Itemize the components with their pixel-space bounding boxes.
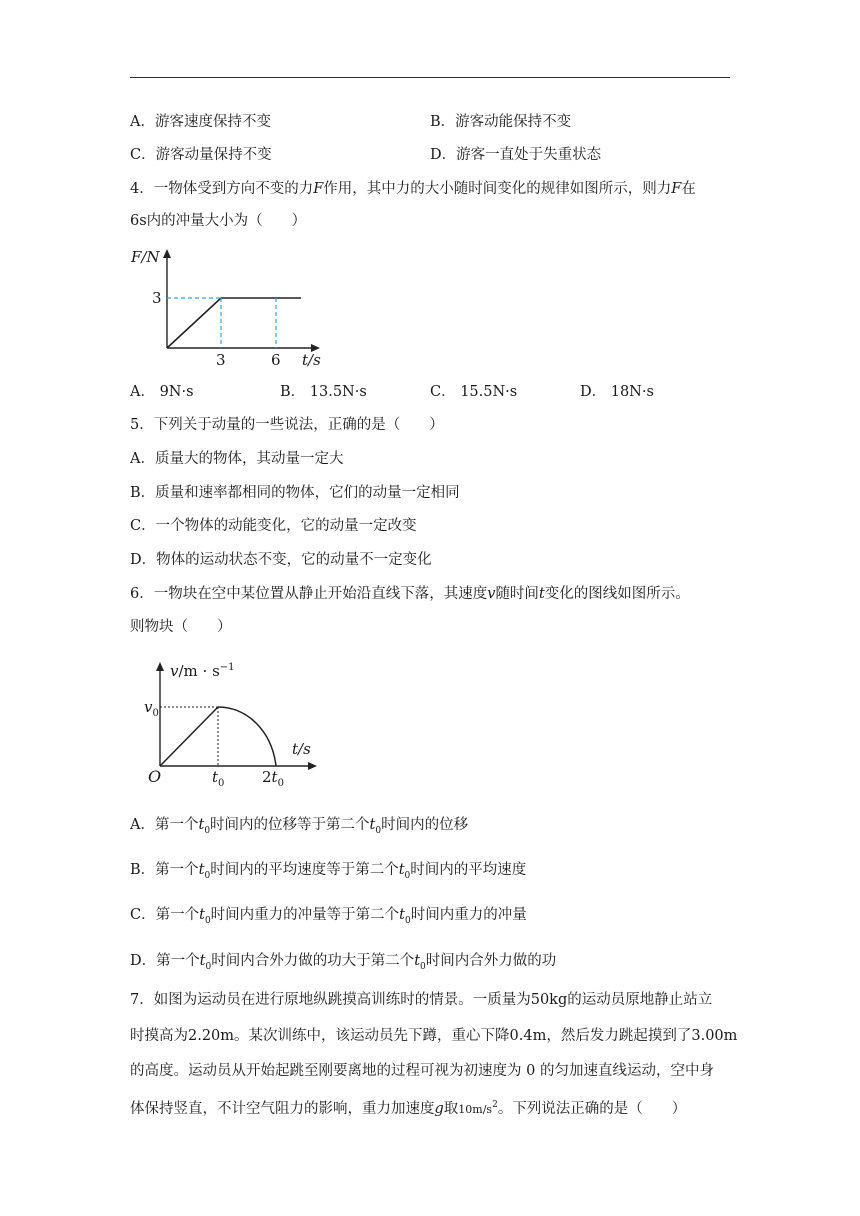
q7-stem-line2: 时摸高为2.20m。某次训练中，该运动员先下蹲，重心下降0.4m，然后发力跳起摸到了3.00m bbox=[130, 1028, 738, 1044]
q4-force-time-graph bbox=[125, 240, 345, 370]
q6-velocity-time-graph bbox=[140, 650, 340, 790]
q6-y-tick: $v_0$ bbox=[144, 698, 159, 719]
q3-option-b[interactable]: B．游客动能保持不变 bbox=[430, 114, 572, 130]
q4-option-b[interactable]: B． 13.5N·s bbox=[280, 384, 367, 400]
q6-option-b[interactable]: B．第一个$t_0$时间内的平均速度等于第二个$t_0$时间内的平均速度 bbox=[130, 862, 527, 881]
q6-y-axis-label: $v/m \cdot s^{-1}$ bbox=[170, 662, 235, 680]
header-rule bbox=[130, 77, 730, 78]
q4-y-tick: 3 bbox=[152, 289, 162, 307]
q7-stem-line1: 7．如图为运动员在进行原地纵跳摸高训练时的情景。一质量为50kg的运动员原地静止站立 bbox=[130, 992, 713, 1008]
q6-stem-line2: 则物块（ ） bbox=[130, 619, 232, 635]
q4-option-c[interactable]: C． 15.5N·s bbox=[430, 384, 518, 400]
q5-stem: 5．下列关于动量的一些说法，正确的是（ ） bbox=[130, 417, 444, 433]
q5-option-d[interactable]: D．物体的运动状态不变，它的动量不一定变化 bbox=[130, 552, 432, 568]
q3-option-c[interactable]: C．游客动量保持不变 bbox=[130, 147, 272, 163]
q5-option-b[interactable]: B．质量和速率都相同的物体，它们的动量一定相同 bbox=[130, 485, 460, 501]
q6-stem-line1: 6．一物块在空中某位置从静止开始沿直线下落，其速度v随时间t变化的图线如图所示。 bbox=[130, 586, 690, 602]
q6-origin-label: O bbox=[148, 767, 162, 786]
q4-x-axis-label: t/s bbox=[302, 351, 321, 369]
q4-stem-line2: 6s内的冲量大小为（ ） bbox=[130, 213, 307, 229]
q6-x-tick-1: $t_0$ bbox=[212, 768, 225, 789]
q6-x-tick-2: $2t_0$ bbox=[262, 768, 284, 789]
q5-option-c[interactable]: C．一个物体的动能变化，它的动量一定改变 bbox=[130, 518, 417, 534]
q3-option-a[interactable]: A．游客速度保持不变 bbox=[130, 114, 271, 130]
q6-option-c[interactable]: C．第一个$t_0$时间内重力的冲量等于第二个$t_0$时间内重力的冲量 bbox=[130, 907, 527, 926]
q4-x-tick-2: 6 bbox=[271, 351, 281, 369]
q3-option-d[interactable]: D．游客一直处于失重状态 bbox=[430, 147, 602, 163]
q4-x-tick-1: 3 bbox=[216, 351, 226, 369]
q4-option-a[interactable]: A． 9N·s bbox=[130, 384, 194, 400]
q4-option-d[interactable]: D． 18N·s bbox=[580, 384, 654, 400]
q6-option-d[interactable]: D．第一个$t_0$时间内合外力做的功大于第二个$t_0$时间内合外力做的功 bbox=[130, 953, 557, 972]
q7-stem-line4: 体保持竖直，不计空气阻力的影响，重力加速度g取$10m/s^2$。下列说法正确的是（ ） bbox=[130, 1100, 687, 1117]
q5-option-a[interactable]: A．质量大的物体，其动量一定大 bbox=[130, 451, 344, 467]
q6-x-axis-label: t/s bbox=[292, 740, 311, 758]
q6-option-a[interactable]: A．第一个$t_0$时间内的位移等于第二个$t_0$时间内的位移 bbox=[130, 817, 469, 836]
q4-y-axis-label: F/N bbox=[131, 248, 160, 266]
q4-stem-line1: 4．一物体受到方向不变的力F作用，其中力的大小随时间变化的规律如图所示，则力F在 bbox=[130, 181, 696, 197]
q7-stem-line3: 的高度。运动员从开始起跳至刚要离地的过程可视为初速度为 0 的匀加速直线运动，空中身 bbox=[130, 1063, 714, 1079]
